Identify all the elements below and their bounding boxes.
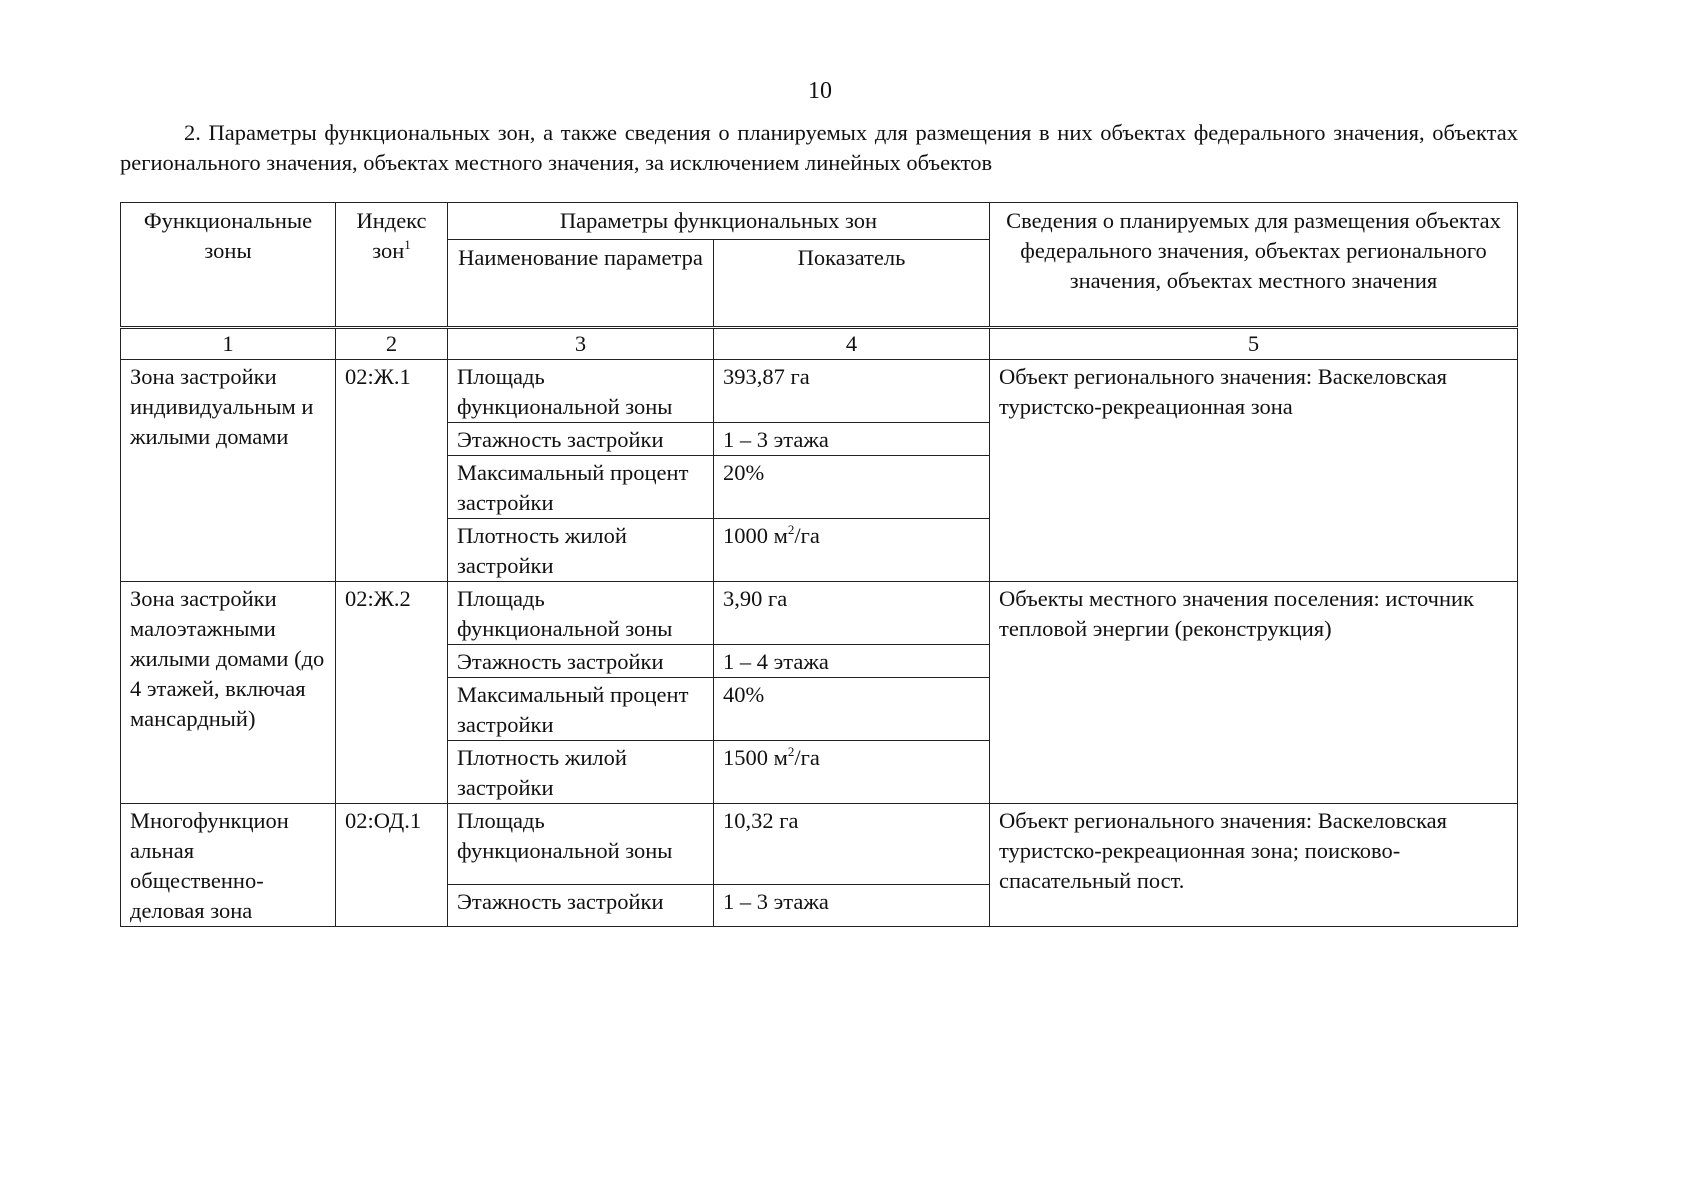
param-value: 40% [723,682,765,707]
param-value: 3,90 га [723,586,788,611]
param-value: 1 – 3 этажа [723,427,829,452]
param-value: 10,32 га [723,808,799,833]
table-row [121,360,1518,423]
param-value-cell [714,884,990,926]
zone-name-cell: Зона застройки индивидуальным и жилыми домами [121,360,336,582]
zone-index-cell: 02:Ж.1 [336,360,448,582]
zone-name-cell: Многофункцион альная общественно-деловая зона [121,804,336,927]
section-heading [120,118,1518,178]
param-value: 1500 м [723,745,788,770]
column-number: 1 [121,328,336,360]
header-index [336,203,448,328]
header-param-name: Наименование параметра [448,240,714,328]
zone-index-cell: 02:ОД.1 [336,804,448,927]
param-value: 1 – 4 этажа [723,649,829,674]
param-value-unit: /га [794,523,820,548]
header-params-group: Параметры функциональных зон [448,203,990,240]
param-name-cell: Площадь функциональной зоны [448,804,714,885]
param-name-cell: Площадь функциональной зоны [448,582,714,645]
param-value-cell [714,360,990,423]
column-number: 4 [714,328,990,360]
header-info: Сведения о планируемых для размещения объектах федерального значения, объектах регионального значения, объектах местного значения [990,203,1518,328]
param-value-cell [714,582,990,645]
param-value-superscript: 2 [787,522,795,537]
column-number-row [121,328,1518,360]
param-value-cell [714,804,990,885]
zone-name-cell: Зона застройки малоэтажными жилыми домами (до 4 этажей, включая мансардный) [121,582,336,804]
page-number: 10 [808,78,832,104]
param-name-cell: Площадь функциональной зоны [448,360,714,423]
param-value: 1 – 3 этажа [723,888,829,914]
header-index-text: Индекс зон [356,208,427,263]
param-name-cell: Этажность застройки [448,884,714,926]
param-value-unit: /га [794,745,820,770]
header-index-footnote: 1 [404,237,411,252]
table-row [121,804,1518,885]
param-name-cell: Максимальный процент застройки [448,678,714,741]
param-name-cell: Плотность жилой застройки [448,519,714,582]
zones-table [120,202,1518,927]
param-value-cell [714,519,990,582]
param-name-cell: Этажность застройки [448,645,714,678]
param-value: 1000 м [723,523,788,548]
heading-text: 2. Параметры функциональных зон, а также сведения о планируемых для размещения в них объектах федерального значения, объектах регионального значения, объектах местного значения, за исключением линейных объектов [120,120,1518,175]
param-name-cell: Плотность жилой застройки [448,741,714,804]
column-number: 2 [336,328,448,360]
table-row [121,582,1518,645]
planned-objects-cell: Объект регионального значения: Васкеловская туристско-рекреационная зона; поисково-спасательный пост. [990,804,1518,927]
header-param-value: Показатель [714,240,990,328]
planned-objects-cell: Объекты местного значения поселения: источник тепловой энергии (реконструкция) [990,582,1518,804]
zone-index-cell: 02:Ж.2 [336,582,448,804]
header-zones: Функциональные зоны [121,203,336,328]
param-value: 20% [723,460,765,485]
param-value-cell [714,678,990,741]
planned-objects-cell: Объект регионального значения: Васкеловская туристско-рекреационная зона [990,360,1518,582]
param-value-cell [714,456,990,519]
column-number: 5 [990,328,1518,360]
param-value: 393,87 га [723,364,810,389]
param-value-cell [714,645,990,678]
header-row-1 [121,203,1518,240]
param-value-cell [714,741,990,804]
param-value-cell [714,423,990,456]
param-value-superscript: 2 [787,744,795,759]
param-name-cell: Максимальный процент застройки [448,456,714,519]
column-number: 3 [448,328,714,360]
param-name-cell: Этажность застройки [448,423,714,456]
